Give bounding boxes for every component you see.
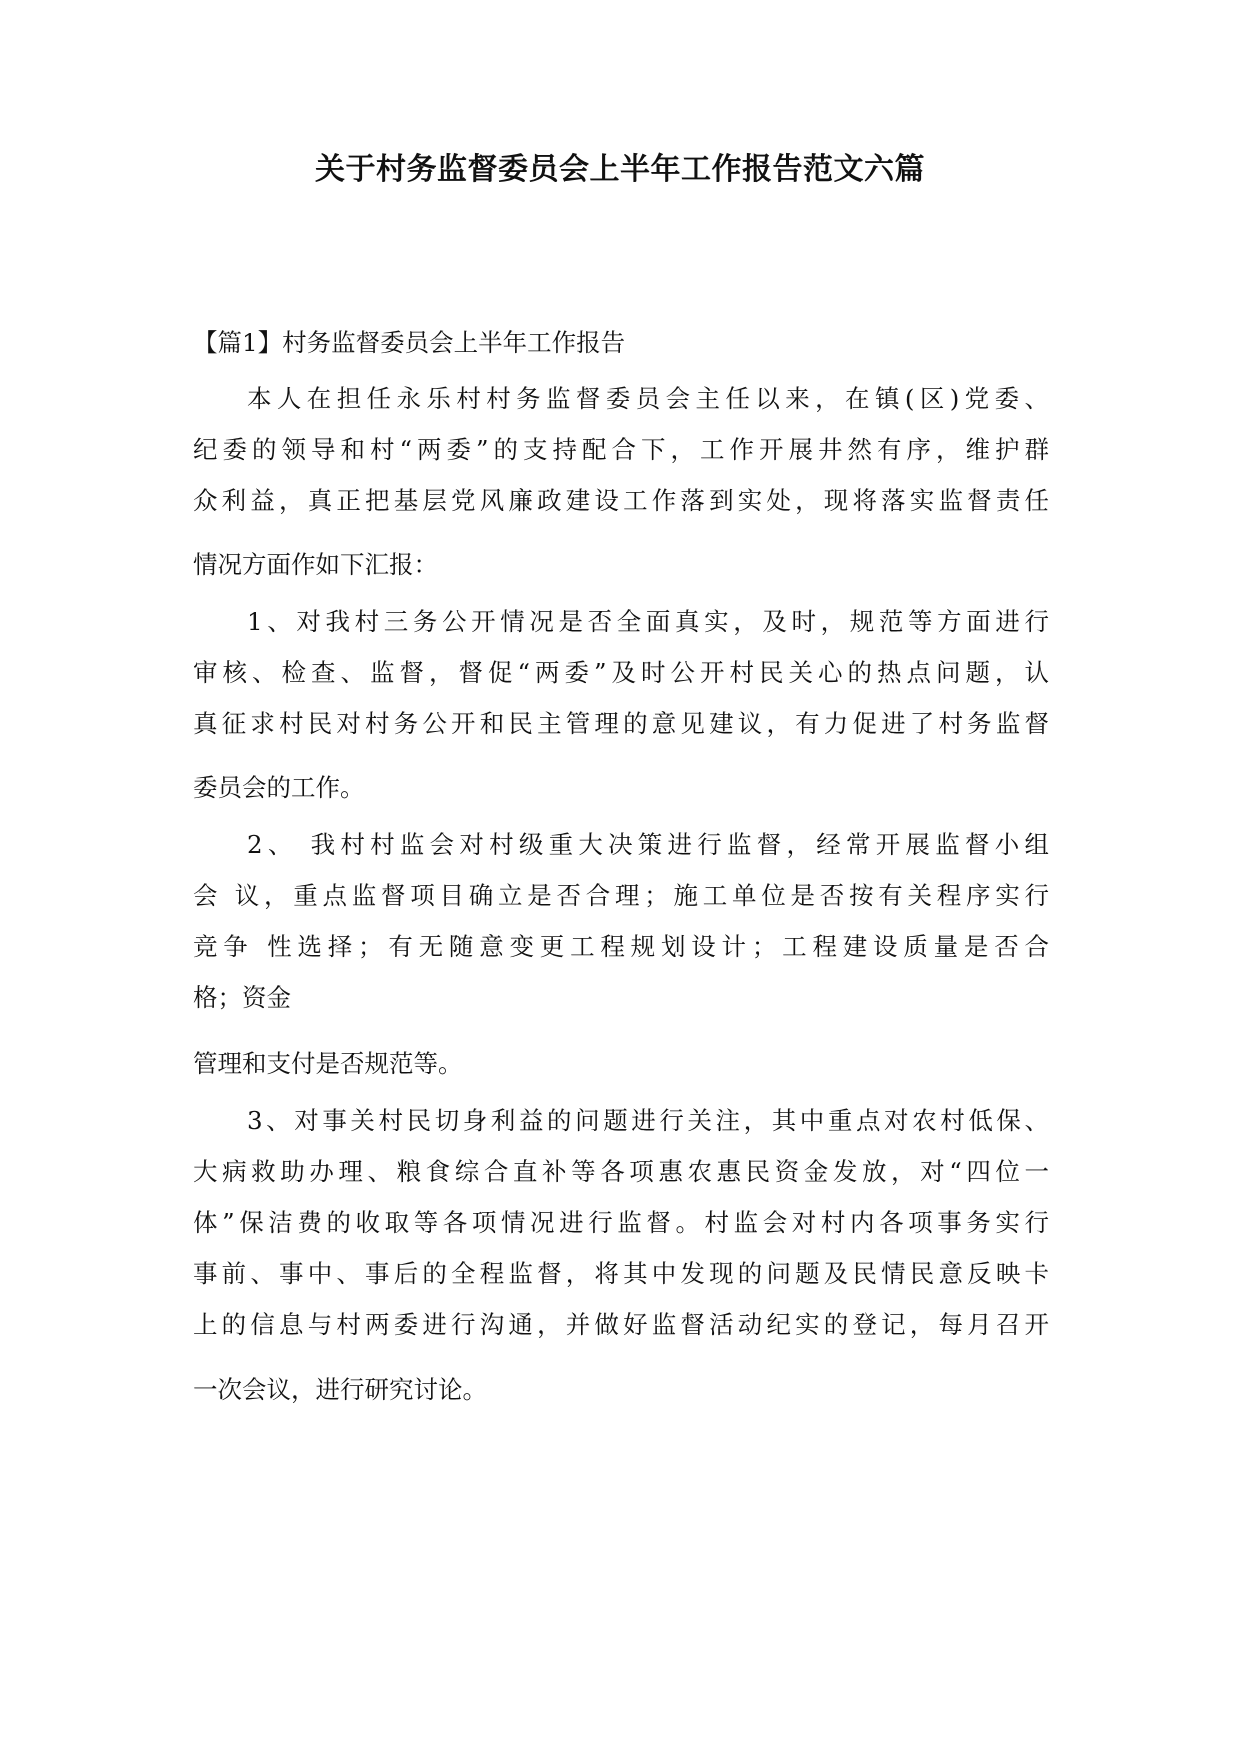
paragraph-line: 事前、事中、事后的全程监督，将其中发现的问题及民情民意反映卡: [193, 1259, 1049, 1288]
paragraph-line: 委员会的工作。: [193, 773, 365, 802]
paragraph-line: 众利益，真正把基层党风廉政建设工作落到实处，现将落实监督责任: [193, 486, 1049, 515]
paragraph-line: 格；资金: [193, 983, 291, 1012]
paragraph-line: 大病救助办理、粮食综合直补等各项惠农惠民资金发放，对“四位一: [193, 1157, 1049, 1186]
paragraph-line: 体”保洁费的收取等各项情况进行监督。村监会对村内各项事务实行: [193, 1208, 1049, 1237]
paragraph-line: 真征求村民对村务公开和民主管理的意见建议，有力促进了村务监督: [193, 709, 1049, 738]
paragraph-line: 2、 我村村监会对村级重大决策进行监督，经常开展监督小组: [247, 830, 1049, 859]
paragraph-line: 审核、检查、监督，督促“两委”及时公开村民关心的热点问题，认: [193, 658, 1049, 687]
paragraph-line: 竞争 性选择；有无随意变更工程规划设计；工程建设质量是否合: [193, 932, 1049, 961]
paragraph-line: 3、对事关村民切身利益的问题进行关注，其中重点对农村低保、: [247, 1106, 1049, 1135]
paragraph-line: 1、对我村三务公开情况是否全面真实，及时，规范等方面进行: [247, 607, 1049, 636]
document-title: 关于村务监督委员会上半年工作报告范文六篇: [315, 152, 925, 187]
paragraph-line: 上的信息与村两委进行沟通，并做好监督活动纪实的登记，每月召开: [193, 1310, 1049, 1339]
paragraph-line: 本人在担任永乐村村务监督委员会主任以来，在镇(区)党委、: [247, 384, 1049, 413]
paragraph-line: 纪委的领导和村“两委”的支持配合下，工作开展井然有序，维护群: [193, 435, 1049, 464]
section-heading: 【篇1】村务监督委员会上半年工作报告: [193, 328, 626, 357]
paragraph-line: 管理和支付是否规范等。: [193, 1049, 463, 1078]
paragraph-line: 一次会议，进行研究讨论。: [193, 1375, 487, 1404]
paragraph-line: 会 议，重点监督项目确立是否合理；施工单位是否按有关程序实行: [193, 881, 1049, 910]
paragraph-line: 情况方面作如下汇报：: [193, 550, 438, 579]
